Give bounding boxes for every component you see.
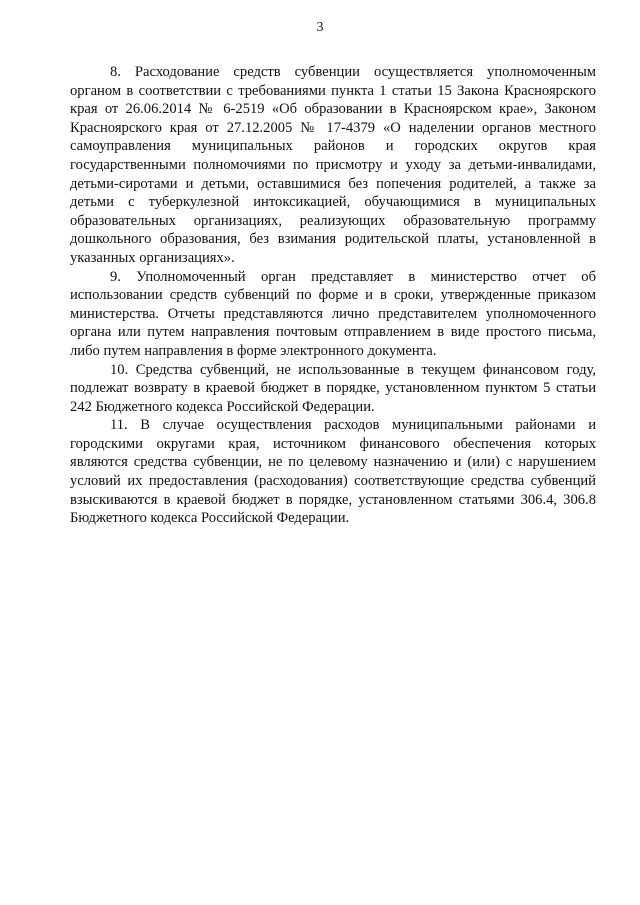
- paragraph-8: 8. Расходование средств субвенции осуществляется уполномоченным органом в соответствии с требованиями пункта 1 статьи 15 Закона Красноярского края от 26.06.2014 № 6-2519 «Об образовании в Красноярском крае», Законом Красноярского края от 27.12.2005 № 17-4379 «О наделении органов местного самоуправления муниципальных районов и городских округов края государственными полномочиями по присмотру и уходу за детьми-инвалидами, детьми-сиротами и детьми, оставшимися без попечения родителей, а также за детьми с туберкулезной интоксикацией, обучающимися в муниципальных образовательных организациях, реализующих образовательную программу дошкольного образования, без взимания родительской платы, установленной в указанных организациях».: [70, 64, 596, 266]
- paragraph-11: 11. В случае осуществления расходов муниципальными районами и городскими округами края, источником финансового обеспечения которых являются средства субвенции, не по целевому назначению и (или) с нарушением условий их предоставления (расходования) соответствующие средства субвенций взыскиваются в краевой бюджет в порядке, установленном статьями 306.4, 306.8 Бюджетного кодекса Российской Федерации.: [70, 417, 596, 527]
- page-number: 3: [316, 20, 324, 35]
- document-body: [70, 63, 596, 528]
- paragraph-10: 10. Средства субвенций, не использованные в текущем финансовом году, подлежат возврату в краевой бюджет в порядке, установленном пунктом 5 статьи 242 Бюджетного кодекса Российской Федерации.: [70, 361, 596, 415]
- paragraph-9: 9. Уполномоченный орган представляет в министерство отчет об использовании средств субвенций по форме и в сроки, утвержденные приказом министерства. Отчеты представляются лично представителем уполномоченного органа или путем направления почтовым отправлением в виде простого письма, либо путем направления в форме электронного документа.: [70, 268, 596, 359]
